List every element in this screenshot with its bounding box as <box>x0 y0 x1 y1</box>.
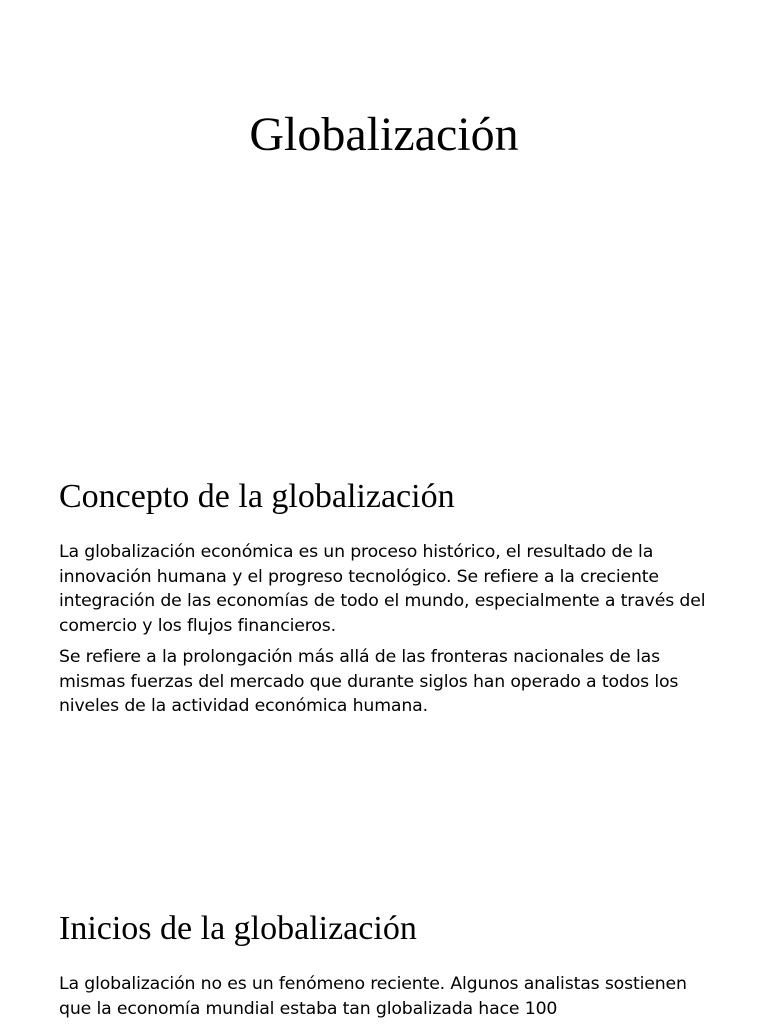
paragraph: La globalización no es un fenómeno reciente. Algunos analistas sostienen que la economía mundial estaba tan globalizada hace 100 <box>59 974 687 1019</box>
paragraph: La globalización económica es un proceso histórico, el resultado de la innovación humana y el progreso tecnológico. Se refiere a la creciente integración de las economías de todo el mundo, especialmente a través del comercio y los flujos financieros. <box>59 542 706 636</box>
section-heading: Concepto de la globalización <box>59 478 455 515</box>
paragraph: Se refiere a la prolongación más allá de las fronteras nacionales de las mismas fuerzas del mercado que durante siglos han operado a todos los niveles de la actividad económica humana. <box>59 647 679 716</box>
page-title: Globalización <box>249 108 519 161</box>
section-concepto <box>59 474 719 726</box>
section-inicios <box>59 906 719 1028</box>
section-heading: Inicios de la globalización <box>59 910 417 947</box>
